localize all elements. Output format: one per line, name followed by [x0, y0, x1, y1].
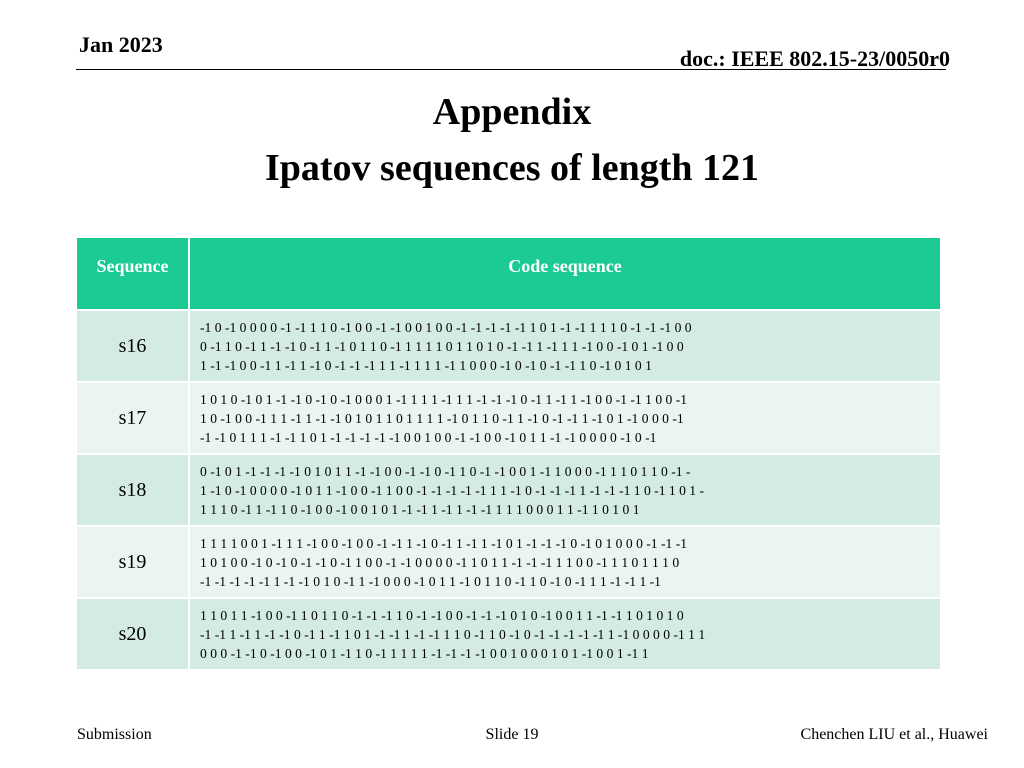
code-line: 1 -1 0 -1 0 0 0 0 -1 0 1 1 -1 0 0 -1 1 0 0 -1 -1 -1 -1 -1 1 1 -1 0 -1 -1 -1 1 -1 -1 -1 1 0 -1 1 0 1 -	[200, 482, 705, 498]
code-line: -1 -1 1 -1 1 -1 -1 0 -1 1 -1 1 0 1 -1 -1 1 -1 -1 1 1 0 -1 1 0 -1 0 -1 -1 -1 -1 -1 1 -1 0 0 0 0 -1 1 1	[200, 626, 706, 642]
table-row	[77, 526, 940, 598]
code-sequence	[189, 382, 940, 454]
table-row	[77, 598, 940, 669]
sequence-name: s18	[77, 454, 189, 526]
slide-title	[0, 84, 1024, 196]
code-line: 1 1 0 1 1 -1 0 0 -1 1 0 1 1 0 -1 -1 -1 1 0 -1 -1 0 0 -1 -1 -1 0 1 0 -1 0 0 1 1 -1 -1 1 0 1 0 1 0	[200, 607, 684, 623]
sequence-name: s20	[77, 598, 189, 669]
code-sequence	[189, 598, 940, 669]
footer-submission: Submission	[77, 726, 152, 743]
code-line: 0 -1 1 0 -1 1 -1 -1 0 -1 1 -1 0 1 1 0 -1 1 1 1 1 0 1 1 0 1 0 -1 -1 1 -1 1 1 -1 0 0 -1 0 1 -1 0 0	[200, 338, 684, 354]
sequence-name: s17	[77, 382, 189, 454]
header-divider	[76, 69, 946, 70]
sequence-name: s19	[77, 526, 189, 598]
table-row	[77, 310, 940, 382]
code-sequence	[189, 454, 940, 526]
column-header-code-sequence: Code sequence	[189, 238, 940, 310]
table-header-row	[77, 238, 940, 310]
code-line: 0 0 0 -1 -1 0 -1 0 0 -1 0 1 -1 1 0 -1 1 1 1 1 -1 -1 -1 -1 0 0 1 0 0 0 1 0 1 -1 0 0 1 -1 1	[200, 645, 649, 661]
code-line: 1 1 1 1 0 0 1 -1 1 1 -1 0 0 -1 0 0 -1 -1 1 -1 0 -1 1 -1 1 -1 0 1 -1 -1 -1 0 -1 0 1 0 0 0 -1 -1 -1	[200, 535, 688, 551]
footer-slide-number: Slide 19	[485, 726, 539, 743]
code-sequence	[189, 310, 940, 382]
title-line-2: Ipatov sequences of length 121	[264, 147, 760, 189]
table-row	[77, 382, 940, 454]
title-line-1: Appendix	[432, 91, 592, 133]
code-sequence	[189, 526, 940, 598]
code-line: -1 -1 0 1 1 1 -1 -1 1 0 1 -1 -1 -1 -1 -1 0 0 1 0 0 -1 -1 0 0 -1 0 1 1 -1 -1 0 0 0 0 -1 0 -1	[200, 429, 657, 445]
code-line: 1 1 1 0 -1 1 -1 1 0 -1 0 0 -1 0 0 1 0 1 -1 -1 1 -1 1 -1 -1 1 1 1 0 0 0 1 1 -1 1 0 1 0 1	[200, 501, 640, 517]
header-date: Jan 2023	[79, 32, 163, 57]
table-row	[77, 454, 940, 526]
code-line: 0 -1 0 1 -1 -1 -1 -1 0 1 0 1 1 -1 -1 0 0 -1 -1 0 -1 1 0 -1 -1 0 0 1 -1 1 0 0 0 -1 1 1 0 1 1 0 -1 -	[200, 463, 691, 479]
footer-authors: Chenchen LIU et al., Huawei	[800, 726, 988, 743]
code-line: 1 -1 -1 0 0 -1 1 -1 1 -1 0 -1 -1 -1 1 1 -1 1 1 1 -1 1 0 0 0 -1 0 -1 0 -1 -1 1 0 -1 0 1 0 1	[200, 357, 652, 373]
code-line: -1 0 -1 0 0 0 0 -1 -1 1 1 0 -1 0 0 -1 -1 0 0 1 0 0 -1 -1 -1 -1 -1 1 0 1 -1 -1 1 1 1 0 -1 -1 -1 0 0	[200, 319, 692, 335]
code-line: -1 -1 -1 -1 -1 1 -1 -1 0 1 0 -1 1 -1 0 0 0 -1 0 1 1 -1 0 1 1 0 -1 1 0 -1 0 -1 1 1 -1 -1 1 -1	[200, 573, 661, 589]
code-line: 1 0 1 0 0 -1 0 -1 0 -1 -1 0 -1 1 0 0 -1 -1 0 0 0 0 -1 1 0 1 1 -1 -1 -1 1 1 0 0 -1 1 1 0 1 1 1 0	[200, 554, 680, 570]
code-line: 1 0 -1 0 0 -1 1 1 -1 1 -1 -1 0 1 0 1 1 0 1 1 1 1 -1 0 1 1 0 -1 1 -1 0 -1 -1 1 -1 0 1 -1 0 0 0 -1	[200, 410, 684, 426]
column-header-sequence: Sequence	[77, 238, 189, 310]
sequence-name: s16	[77, 310, 189, 382]
code-line: 1 0 1 0 -1 0 1 -1 -1 0 -1 0 -1 0 0 0 1 -1 1 1 1 -1 1 1 -1 -1 -1 0 -1 1 -1 1 -1 0 0 -1 -1 1 0 0 -1	[200, 391, 688, 407]
sequence-table	[77, 238, 940, 669]
header-doc-id: doc.: IEEE 802.15-23/0050r0	[679, 46, 950, 71]
